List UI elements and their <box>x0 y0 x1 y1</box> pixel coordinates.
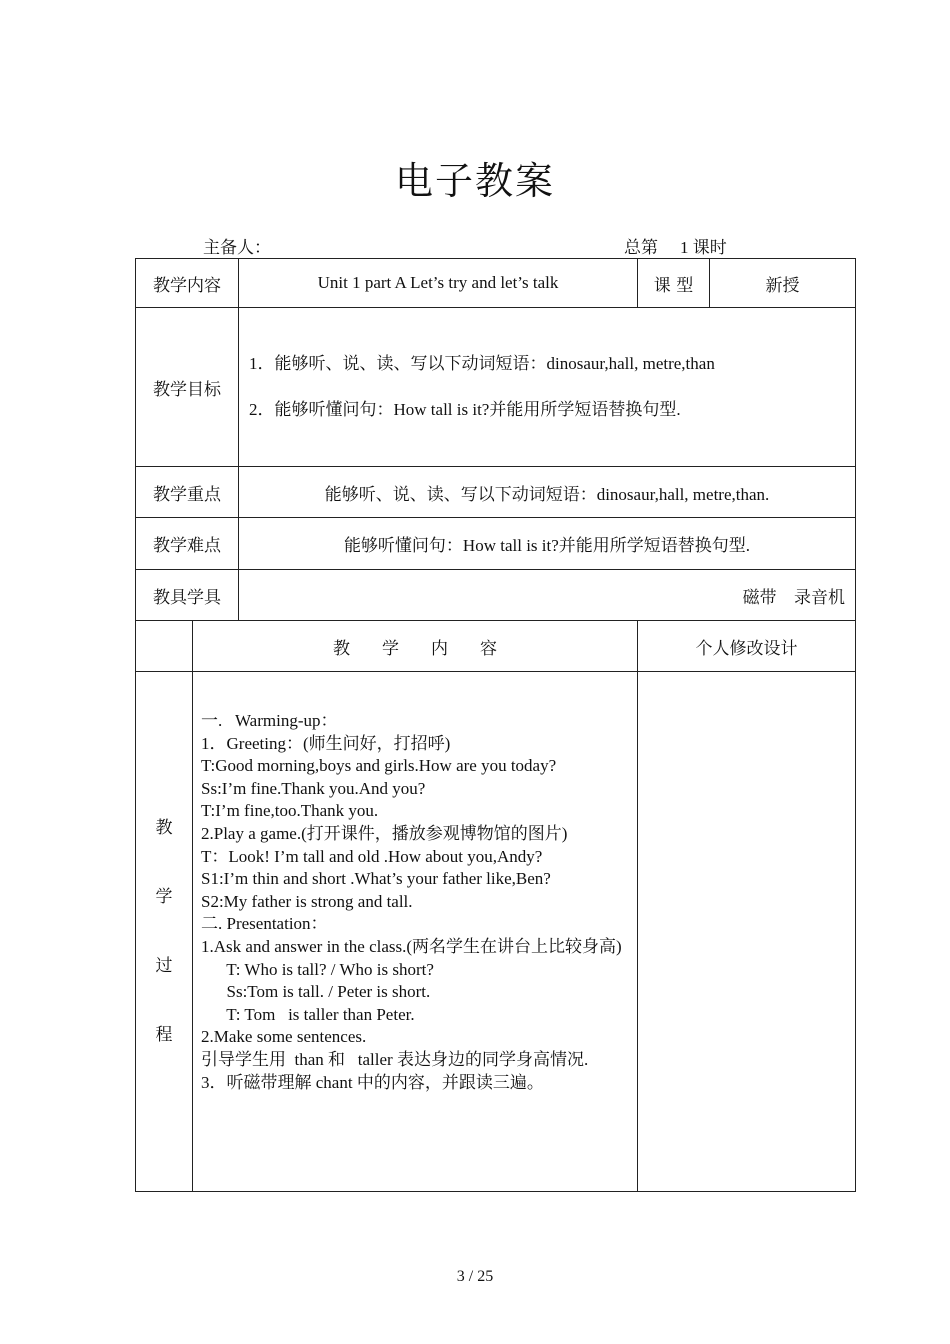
process-line: 2.Play a game.(打开课件，播放参观博物馆的图片) <box>201 823 568 843</box>
lesson-plan-table <box>135 258 856 1192</box>
goal-item: 2．能够听懂问句：How tall is it?并能用所学短语替换句型. <box>249 400 681 419</box>
section-header-char: 内 <box>431 638 448 659</box>
tools-value <box>239 570 856 621</box>
process-line: T：Look! I’m tall and old .How about you,Andy? <box>201 846 543 866</box>
page-number: 3 / 25 <box>456 1268 494 1285</box>
process-content <box>193 672 638 1192</box>
section-header-char: 容 <box>480 638 497 659</box>
process-line: Ss:Tom is tall. / Peter is short. <box>201 982 431 1002</box>
row-tools <box>136 570 856 621</box>
process-label-char: 教 <box>155 817 173 838</box>
section-header-char: 教 <box>333 638 350 659</box>
content-label: 教学内容 <box>136 259 239 308</box>
row-section-header <box>136 621 856 672</box>
row-teaching-content <box>136 259 856 308</box>
process-line: 引导学生用 than 和 taller 表达身边的同学身高情况. <box>201 1049 589 1069</box>
process-line: Ss:I’m fine.Thank you.And you? <box>201 778 426 798</box>
process-label <box>136 672 193 1192</box>
process-line: T: Who is tall? / Who is short? <box>201 959 434 979</box>
tools-label: 教具学具 <box>136 570 239 621</box>
process-label-char: 过 <box>155 955 173 976</box>
process-line: T:I’m fine,too.Thank you. <box>201 801 379 821</box>
process-label-char: 程 <box>155 1024 173 1045</box>
process-line: T:Good morning,boys and girls.How are you today? <box>201 756 557 776</box>
key-value: 能够听、说、读、写以下动词短语：dinosaur,hall, metre,than. <box>239 467 856 518</box>
process-line: S2:My father is strong and tall. <box>201 891 413 911</box>
process-line: S1:I’m thin and short .What’s your father like,Ben? <box>201 869 551 889</box>
difficulty-label: 教学难点 <box>136 518 239 570</box>
lesson-number: 1 课时 <box>680 238 727 257</box>
tool-item: 磁带 <box>742 587 777 608</box>
lesson-prefix: 总第 <box>624 238 658 258</box>
key-label: 教学重点 <box>136 467 239 518</box>
lesson-count <box>624 233 727 258</box>
type-value: 新授 <box>710 259 856 308</box>
row-difficulties <box>136 518 856 570</box>
row-teaching-goals <box>136 308 856 467</box>
row-key-points <box>136 467 856 518</box>
process-line: 3．听磁带理解 chant 中的内容，并跟读三遍。 <box>201 1072 544 1092</box>
process-label-char: 学 <box>155 886 173 907</box>
modify-label: 个人修改设计 <box>638 621 856 672</box>
process-line: 1．Greeting：(师生问好，打招呼) <box>201 733 451 753</box>
goals-list <box>239 308 856 467</box>
difficulty-value: 能够听懂问句：How tall is it?并能用所学短语替换句型. <box>239 518 856 570</box>
goal-item: 1．能够听、说、读、写以下动词短语：dinosaur,hall, metre,than <box>249 354 715 373</box>
modify-cell <box>638 672 856 1192</box>
type-label: 课 型 <box>638 259 710 308</box>
preparer-label: 主备人： <box>203 238 271 258</box>
process-line: 二. Presentation： <box>201 914 328 934</box>
process-line: 2.Make some sentences. <box>201 1027 367 1047</box>
goals-label: 教学目标 <box>136 308 239 467</box>
process-line: 1.Ask and answer in the class.(两名学生在讲台上比较身高) <box>201 936 622 956</box>
section-header <box>193 621 638 672</box>
process-line: T: Tom is taller than Peter. <box>201 1004 415 1024</box>
page-title: 电子教案 <box>394 159 555 203</box>
content-value: Unit 1 part A Let’s try and let’s talk <box>239 259 638 308</box>
row-process <box>136 672 856 1192</box>
section-header-char: 学 <box>382 638 399 659</box>
tool-item: 录音机 <box>794 587 845 608</box>
blank-cell <box>136 621 193 672</box>
process-line: 一. Warming-up： <box>201 711 338 730</box>
